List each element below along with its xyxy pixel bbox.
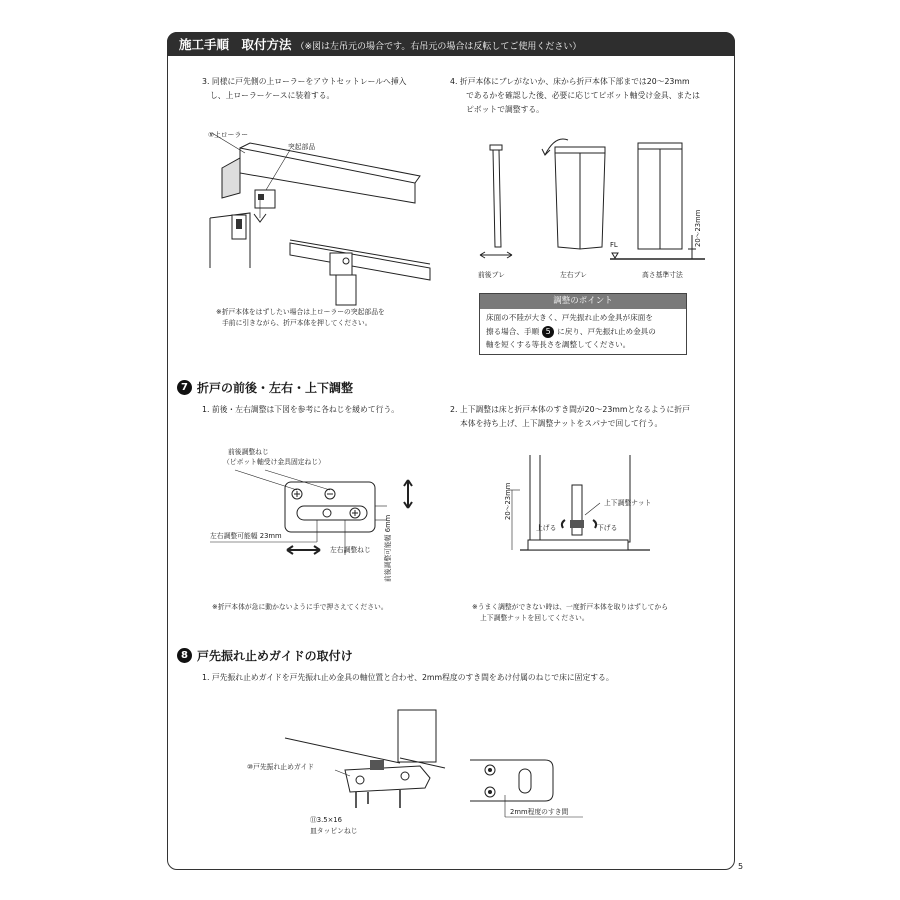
adjustment-point-line2b: に戻り、戸先振れ止め金具の (557, 326, 656, 336)
label-lower: 下げる (597, 524, 618, 532)
label-screw-type: 皿タッピンねじ (310, 827, 358, 835)
label-fb-screw-note: （ピボット軸受け金具固定ねじ） (223, 458, 325, 466)
header-note: （※図は左吊元の場合です。右吊元の場合は反転してご使用ください） (295, 42, 582, 52)
sec7-step2-line2: 本体を持ち上げ、上下調整ナットをスパナで回して行う。 (460, 419, 663, 428)
label-fb-screw: 前後調整ねじ (228, 448, 269, 456)
label-gap-dimension: 20～23mm (504, 482, 512, 520)
step4-line3: ピボットで調整する。 (466, 105, 544, 114)
section-8-heading (177, 647, 353, 664)
step3-line1: 3. 同様に戸先側の上ローラーをアウトセットレールへ挿入 (202, 77, 407, 86)
label-gap: 2mm程度のすき間 (510, 808, 569, 816)
caption-left-right-sway: 左右ブレ (560, 271, 587, 279)
header-title: 施工手順 取付方法 (179, 37, 292, 52)
adjustment-point-title: 調整のポイント (480, 294, 686, 309)
label-raise: 上げる (536, 524, 557, 532)
label-height-dimension: 20～23mm (694, 209, 702, 247)
label-fb-range: 前後調整可能幅 6mm (384, 514, 392, 582)
section-7-number: 7 (177, 380, 192, 395)
section-7-title: 折戸の前後・左右・上下調整 (197, 381, 354, 395)
roller-install-diagram (200, 128, 440, 318)
step3-note-line1: ※折戸本体をはずしたい場合は上ローラーの突起部品を (216, 308, 385, 316)
label-fl: FL (610, 241, 618, 249)
page-number: 5 (738, 862, 744, 871)
step-ref-badge: 5 (542, 326, 554, 338)
caption-height-reference: 高さ基準寸法 (642, 271, 683, 279)
section-header (167, 32, 735, 56)
adjustment-point-box (479, 293, 687, 355)
label-height-nut: 上下調整ナット (604, 499, 652, 507)
sec7-note-left: ※折戸本体が急に動かないように手で押さえてください。 (212, 603, 388, 611)
label-guide: ⑩戸先振れ止めガイド (247, 763, 315, 771)
section-8-number: 8 (177, 648, 192, 663)
label-lr-screw: 左右調整ねじ (330, 546, 371, 554)
step3-note-line2: 手前に引きながら、折戸本体を押してください。 (222, 319, 372, 327)
caption-front-back-sway: 前後ブレ (478, 271, 505, 279)
sec7-note-right-line2: 上下調整ナットを回してください。 (480, 614, 589, 622)
section-7-heading (177, 379, 353, 396)
step4-line2: であるかを確認した後、必要に応じてピボット軸受け金具、または (466, 91, 700, 100)
label-upper-roller: ⑤上ローラー (208, 131, 249, 139)
label-protrusion-part: 突起部品 (288, 143, 316, 151)
sec8-step1: 1. 戸先振れ止めガイドを戸先振れ止め金具の軸位置と合わせ、2mm程度のすき間をあけ付属のねじで床に固定する。 (202, 673, 614, 682)
adjustment-point-line1: 床面の不陸が大きく、戸先振れ止め金具が床面を (486, 313, 653, 322)
adjustment-point-line3: 軸を短くする等長さを調整してください。 (486, 340, 631, 349)
sec7-step2-line1: 2. 上下調整は床と折戸本体のすき間が20～23mmとなるように折戸 (450, 405, 690, 414)
height-adjust-diagram (500, 450, 660, 580)
door-alignment-diagram (470, 135, 710, 275)
step3-line2: し、上ローラーケースに装着する。 (210, 91, 335, 100)
section-8-title: 戸先振れ止めガイドの取付け (197, 649, 353, 663)
step4-line1: 4. 折戸本体にブレがないか、床から折戸本体下部までは20～23mm (450, 77, 690, 86)
label-lr-range: 左右調整可能幅 23mm (210, 532, 282, 540)
label-screw-size: ⑪3.5×16 (310, 816, 342, 824)
sec7-step1: 1. 前後・左右調整は下図を参考に各ねじを緩めて行う。 (202, 405, 400, 414)
sec7-note-right-line1: ※うまく調整ができない時は、一度折戸本体を取りはずしてから (472, 603, 669, 611)
adjustment-point-line2a: 擦る場合、手順 (486, 326, 540, 336)
